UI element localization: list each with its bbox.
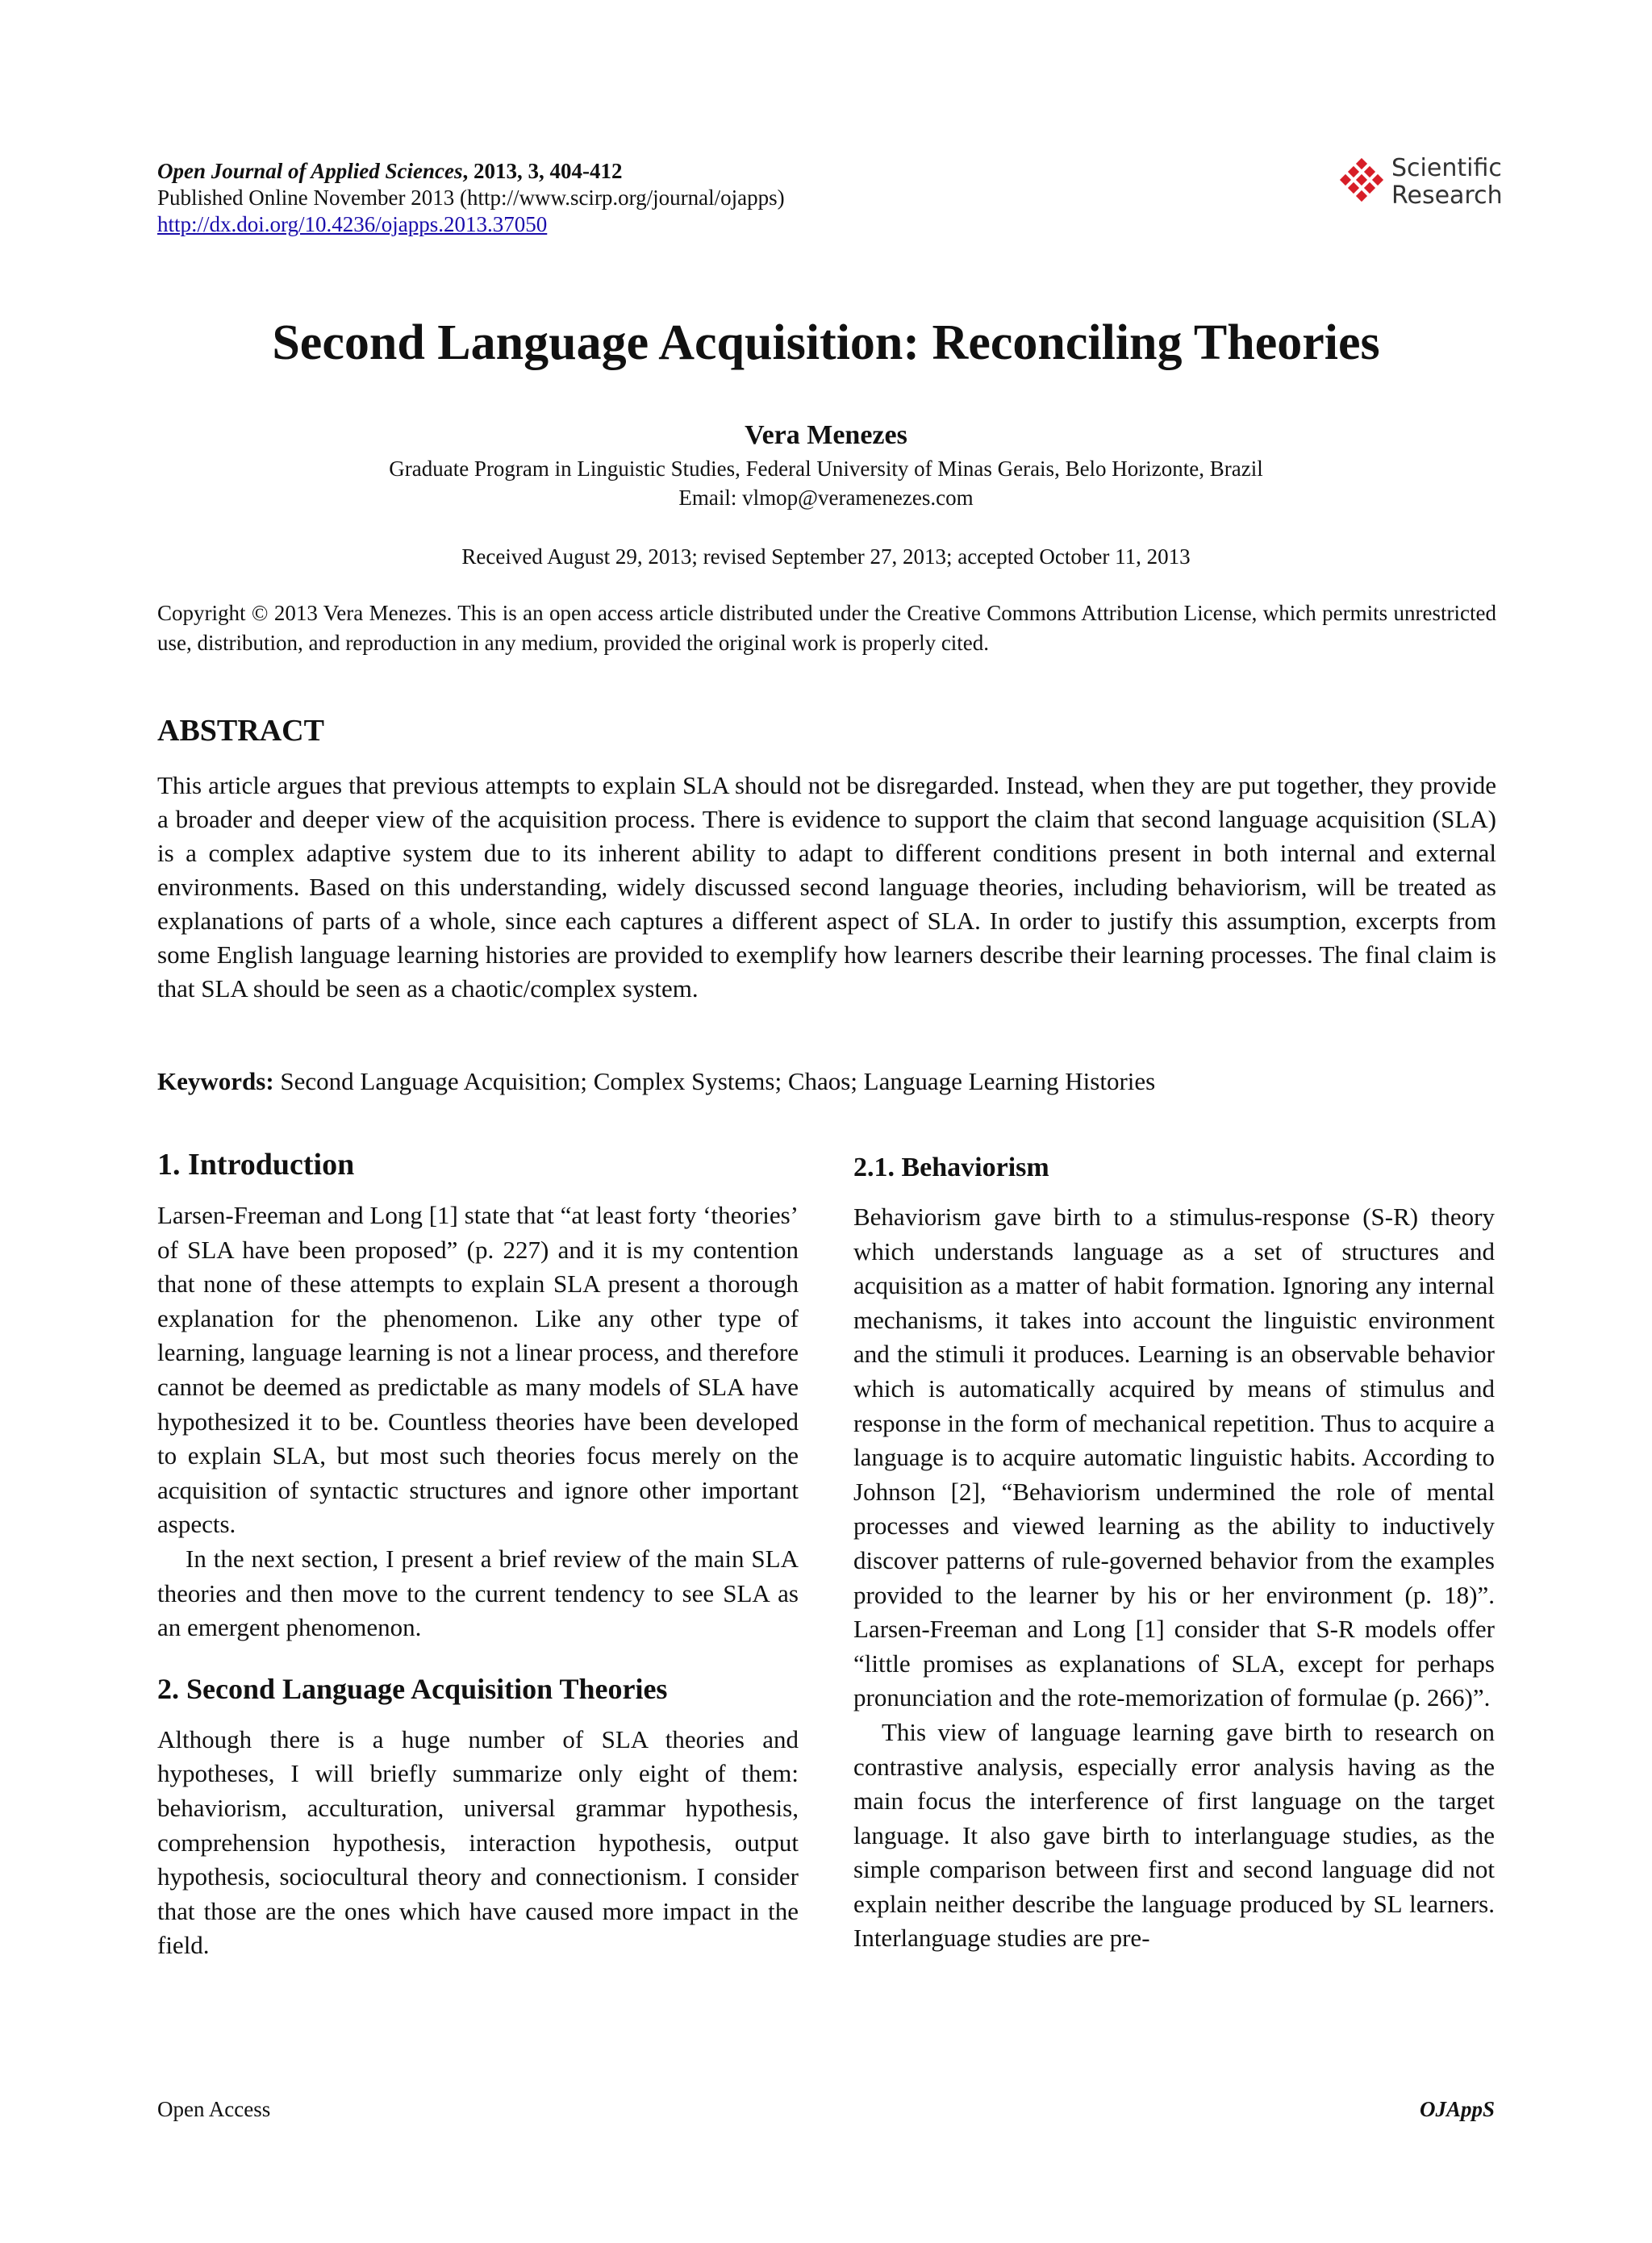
logo-line-2: Research — [1391, 181, 1503, 210]
section-heading-introduction: 1. Introduction — [157, 1148, 355, 1182]
behaviorism-paragraph-2: This view of language learning gave birth to research on contrastive analysis, especially error analysis having as the main focus the interference of first language on the target language. It also gave birth to interlanguage studies, as the simple comparison between first and second language did not explain neither describe the language produced by SL learners. Interlanguage studies are pre- — [853, 1717, 1495, 1953]
sla-theories-paragraph-1: Although there is a huge number of SLA theories and hypotheses, I will briefly summarize only eight of them: behaviorism, acculturation, universal grammar hypothesis, comprehension hypothesis, interaction hypothesis, output hypothesis, sociocultural theory and connectionism. I consider that those are the ones which have caused more impact in the field. — [157, 1724, 799, 1960]
section-heading-sla-theories: 2. Second Language Acquisition Theories — [157, 1672, 668, 1705]
received-dates: Received August 29, 2013; revised September 27, 2013; accepted October 11, 2013 — [461, 544, 1191, 569]
publisher-logo — [1335, 154, 1503, 215]
author-email: Email: vlmop@veramenezes.com — [678, 486, 974, 510]
section-heading-behaviorism: 2.1. Behaviorism — [853, 1153, 1049, 1182]
footer-open-access: Open Access — [157, 2097, 271, 2121]
logo-line-1: Scientific — [1391, 154, 1502, 182]
abstract-heading: ABSTRACT — [157, 714, 324, 748]
diamond-logo-icon — [1335, 158, 1388, 208]
right-column — [853, 1150, 1495, 1956]
doi-link[interactable]: http://dx.doi.org/10.4236/ojapps.2013.37050 — [157, 212, 548, 236]
copyright-notice: Copyright © 2013 Vera Menezes. This is an open access article distributed under the Creative Commons Attribution License, which permits unrestricted use, distribution, and reproduction in any medium, provided the original work is properly cited. — [157, 601, 1496, 655]
intro-paragraph-2: In the next section, I present a brief review of the main SLA theories and then move to the current tendency to see SLA as an emergent phenomenon. — [157, 1544, 799, 1642]
footer-journal-abbrev: OJAppS — [1419, 2097, 1495, 2121]
paper-title: Second Language Acquisition: Reconciling Theories — [272, 315, 1380, 370]
journal-citation — [157, 158, 785, 185]
author-affiliation: Graduate Program in Linguistic Studies, Federal University of Minas Gerais, Belo Horizonte, Brazil — [389, 457, 1263, 481]
left-column — [157, 1147, 799, 1963]
behaviorism-paragraph-1: Behaviorism gave birth to a stimulus-response (S-R) theory which understands language as a set of structures and acquisition as a matter of habit formation. Ignoring any internal mechanisms, it takes into account the linguistic environment and the stimuli it produces. Learning is an observable behavior which is automatically acquired by means of stimulus and response in the form of mechanical repetition. Thus to acquire a language is to acquire automatic linguistic habits. According to Johnson [2], “Behaviorism undermined the role of mental processes and viewed learning as the ability to inductively discover patterns of rule-governed behavior from the examples provided to the learner by his or her environment (p. 18)”. Larsen-Freeman and Long [1] consider that S-R models offer “little promises as explanations of SLA, except for perhaps pronunciation and the rote-memorization of formulae (p. 266)”. — [853, 1203, 1495, 1712]
journal-name: Open Journal of Applied Sciences — [157, 159, 463, 183]
keywords-label: Keywords: — [157, 1067, 274, 1095]
abstract-body: This article argues that previous attempts to explain SLA should not be disregarded. Instead, when they are put together, they provide a broader and deeper view of the acquisition process. There is evidence to support the claim that second language acquisition (SLA) is a complex adaptive system due to its inherent ability to adapt to different conditions present in both internal and external environments. Based on this understanding, widely discussed second language theories, including behaviorism, will be treated as explanations of parts of a whole, since each captures a different aspect of SLA. In order to justify this assumption, excerpts from some English language learning histories are provided to exemplify how learners describe their learning processes. The final claim is that SLA should be seen as a chaotic/complex system. — [157, 771, 1496, 1003]
intro-paragraph-1: Larsen-Freeman and Long [1] state that “at least forty ‘theories’ of SLA have been proposed” (p. 227) and it is my contention that none of these attempts to explain SLA present a thorough explanation for the phenomenon. Like any other type of learning, language learning is not a linear process, and therefore cannot be deemed as predictable as many models of SLA have hypothesized it to be. Countless theories have been developed to explain SLA, but most such theories focus merely on the acquisition of syntactic structures and ignore other important aspects. — [157, 1201, 799, 1539]
journal-volume: , 2013, 3, 404-412 — [462, 159, 623, 183]
author-name: Vera Menezes — [745, 420, 907, 450]
author-affiliation-block — [0, 454, 1652, 512]
keywords — [157, 1065, 1496, 1099]
journal-header — [157, 158, 785, 238]
keywords-text: Second Language Acquisition; Complex Systems; Chaos; Language Learning Histories — [273, 1067, 1156, 1095]
published-online: Published Online November 2013 (http://www.scirp.org/journal/ojapps) — [157, 186, 785, 210]
